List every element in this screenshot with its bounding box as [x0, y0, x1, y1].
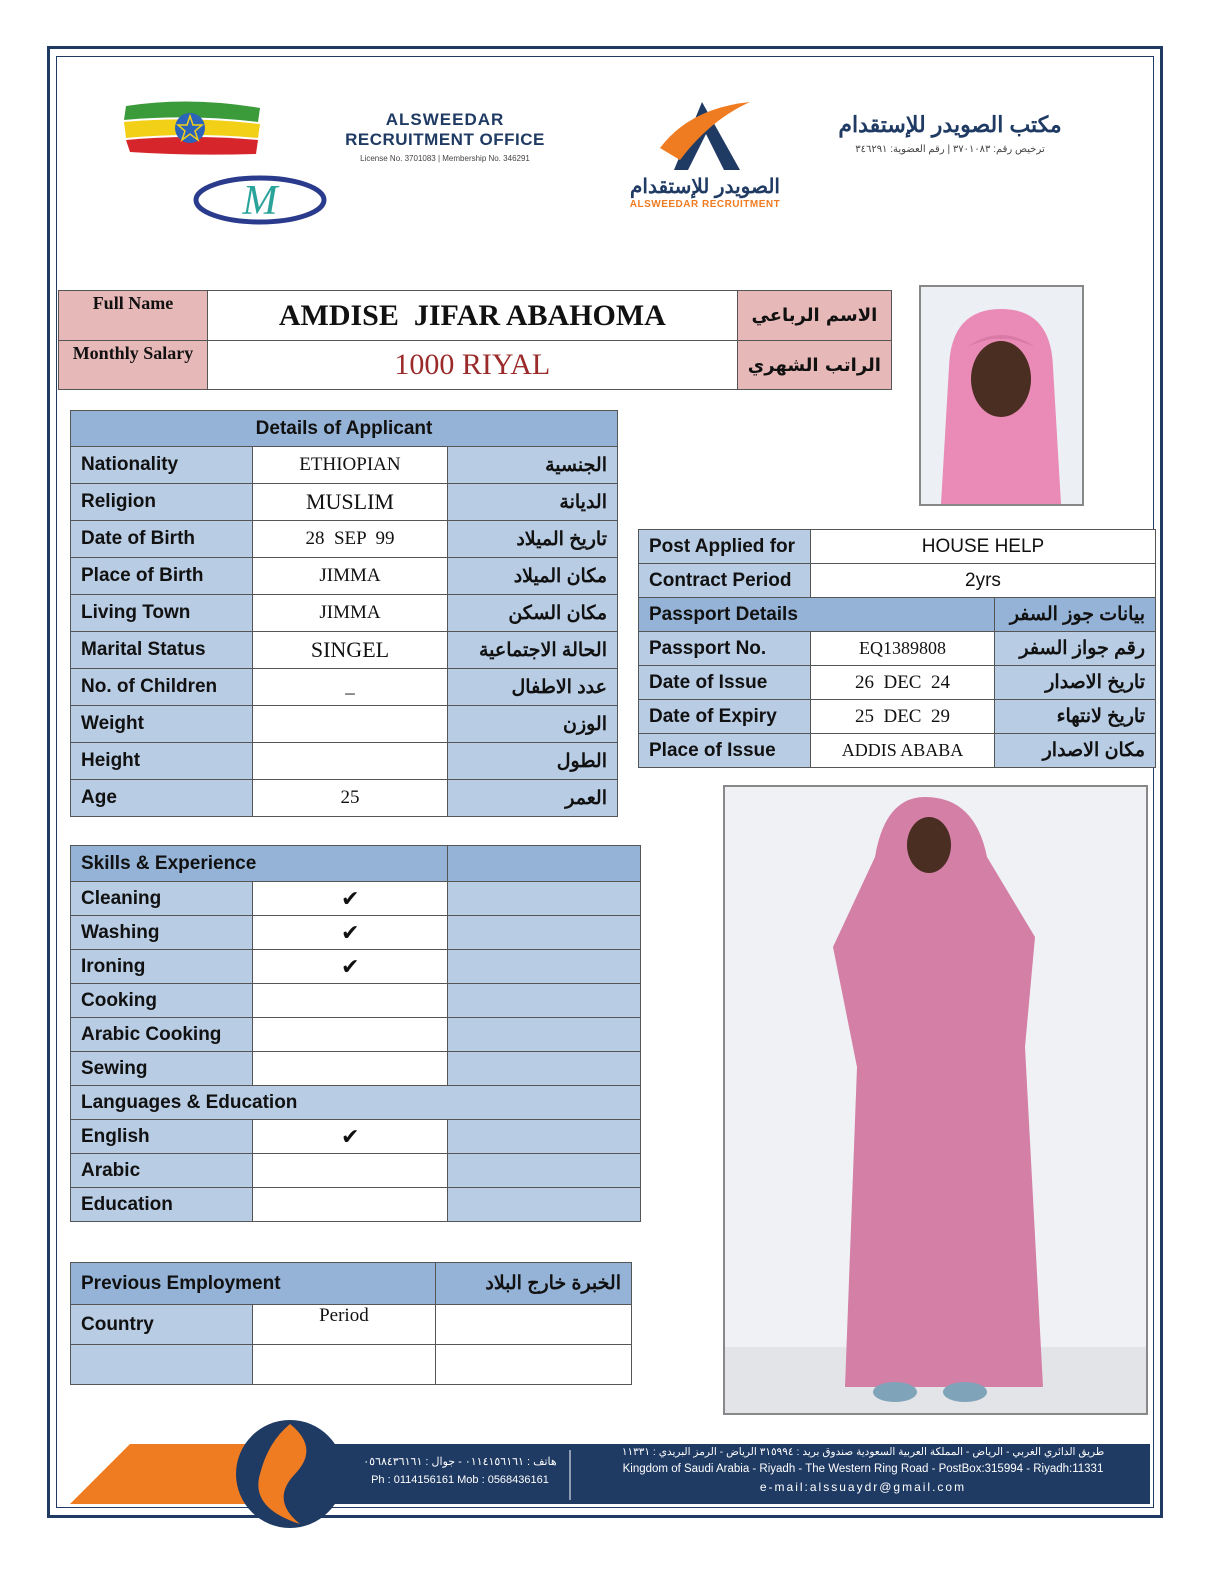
- address-ar: طريق الدائري الغربي - الرياض - المملكة العربية السعودية صندوق بريد : ٣١٥٩٩٤ الرياض - الرمز البريدي : ١١٣٣١: [621, 1446, 1105, 1458]
- salary-ar: الراتب الشهري: [737, 341, 891, 390]
- employment-title: Previous Employment: [71, 1263, 436, 1305]
- row-label: Religion: [71, 484, 253, 521]
- row-value: [252, 706, 447, 743]
- post-value: HOUSE HELP: [810, 530, 1155, 564]
- row-label: Nationality: [71, 447, 253, 484]
- row-label: Marital Status: [71, 632, 253, 669]
- a-logo-icon: [650, 98, 760, 178]
- row-value: ADDIS ABABA: [810, 734, 994, 768]
- language-check: [252, 1154, 448, 1188]
- employment-title-ar: الخبرة خارج البلاد: [436, 1263, 632, 1305]
- row-label: Height: [71, 743, 253, 780]
- row-value: 25 DEC 29: [810, 700, 994, 734]
- employment-empty-cell: [252, 1345, 436, 1385]
- row-label-ar: العمر: [448, 780, 618, 817]
- row-value: JIMMA: [252, 558, 447, 595]
- table-row: [71, 984, 641, 1018]
- row-value: SINGEL: [252, 632, 447, 669]
- row-label: No. of Children: [71, 669, 253, 706]
- employment-empty-cell: [436, 1345, 632, 1385]
- skill-label: Cooking: [71, 984, 253, 1018]
- portrait-image: [921, 287, 1082, 504]
- center-logo-en: ALSWEEDAR RECRUITMENT: [629, 199, 781, 210]
- row-label: Passport No.: [639, 632, 811, 666]
- row-label-ar: مكان الميلاد: [448, 558, 618, 595]
- row-label: Place of Issue: [639, 734, 811, 768]
- passport-title-ar: بيانات جوز السفر: [995, 598, 1156, 632]
- center-logo-ar: الصويدر للإستقدام: [630, 176, 780, 198]
- language-label: Arabic: [71, 1154, 253, 1188]
- language-extra: [448, 1120, 641, 1154]
- table-row: [71, 1018, 641, 1052]
- passport-table: [638, 529, 1156, 768]
- skill-check: [252, 984, 448, 1018]
- row-label-ar: الحالة الاجتماعية: [448, 632, 618, 669]
- salary-value: 1000 RIYAL: [207, 341, 737, 390]
- skill-check: ✔: [252, 882, 448, 916]
- table-row: [71, 558, 618, 595]
- full-body-photo: [723, 785, 1148, 1415]
- table-row: [71, 1305, 632, 1345]
- skills-table: [70, 845, 641, 1222]
- skill-extra: [448, 984, 641, 1018]
- language-check: ✔: [252, 1120, 448, 1154]
- employment-empty-cell: [436, 1305, 632, 1345]
- row-label: Date of Birth: [71, 521, 253, 558]
- row-label-ar: رقم جواز السفر: [995, 632, 1156, 666]
- full-name-label: Full Name: [59, 291, 208, 341]
- row-value: ETHIOPIAN: [252, 447, 447, 484]
- table-row: [71, 484, 618, 521]
- m-logo-icon: [192, 170, 328, 226]
- row-label: Place of Birth: [71, 558, 253, 595]
- table-row: [639, 666, 1156, 700]
- row-label-ar: مكان السكن: [448, 595, 618, 632]
- table-row: [71, 950, 641, 984]
- languages-title: Languages & Education: [71, 1086, 641, 1120]
- full-name-value: AMDISE JIFAR ABAHOMA: [207, 291, 737, 341]
- skill-extra: [448, 950, 641, 984]
- language-check: [252, 1188, 448, 1222]
- table-row: [71, 1188, 641, 1222]
- table-row: [71, 1154, 641, 1188]
- row-label: Weight: [71, 706, 253, 743]
- skill-extra: [448, 1052, 641, 1086]
- employment-empty-cell: [71, 1345, 253, 1385]
- table-row: [71, 447, 618, 484]
- passport-title: Passport Details: [639, 598, 995, 632]
- m-logo-letter: M: [242, 178, 278, 224]
- language-extra: [448, 1154, 641, 1188]
- table-row: [71, 521, 618, 558]
- table-row: [71, 669, 618, 706]
- table-row: [71, 1345, 632, 1385]
- row-value: [252, 743, 447, 780]
- applicant-title: Details of Applicant: [71, 411, 618, 447]
- ethiopian-flag-icon: [120, 98, 265, 160]
- address-en: Kingdom of Saudi Arabia - Riyadh - The Western Ring Road - PostBox:315994 - Riyadh:11331: [622, 1463, 1104, 1475]
- table-row: [71, 632, 618, 669]
- office-name-line1: ALSWEEDAR: [385, 110, 505, 129]
- skill-label: Arabic Cooking: [71, 1018, 253, 1052]
- email-link[interactable]: e-mail:alssuaydr@gmail.com: [759, 1480, 967, 1494]
- table-row: [639, 632, 1156, 666]
- skill-label: Cleaning: [71, 882, 253, 916]
- contract-value: 2yrs: [810, 564, 1155, 598]
- full-body-image: [725, 787, 1146, 1413]
- row-label: Living Town: [71, 595, 253, 632]
- license-ar: ترخيص رقم: ٣٧٠١٠٨٣ | رقم العضوية: ٣٤٦٢٩١: [855, 144, 1045, 155]
- license-text: License No. 3701083 | Membership No. 346291: [360, 154, 530, 163]
- table-row: [71, 706, 618, 743]
- language-label: English: [71, 1120, 253, 1154]
- office-name-line2: RECRUITMENT OFFICE: [345, 130, 545, 149]
- row-label: Date of Issue: [639, 666, 811, 700]
- post-label: Post Applied for: [639, 530, 811, 564]
- skill-check: ✔: [252, 916, 448, 950]
- country-label: Country: [71, 1305, 253, 1345]
- table-row: [71, 916, 641, 950]
- row-value: _: [252, 669, 447, 706]
- contract-label: Contract Period: [639, 564, 811, 598]
- identity-table: [58, 290, 892, 390]
- table-row: [71, 743, 618, 780]
- row-value: 26 DEC 24: [810, 666, 994, 700]
- employment-table: [70, 1262, 632, 1385]
- row-label-ar: الجنسية: [448, 447, 618, 484]
- table-row: [71, 1120, 641, 1154]
- skills-title-extra: [448, 846, 641, 882]
- phone-ar: هاتف : ٠١١٤١٥٦١٦١ - جوال : ٠٥٦٨٤٣٦١٦١: [363, 1456, 557, 1468]
- skill-check: [252, 1052, 448, 1086]
- table-row: [71, 1052, 641, 1086]
- language-label: Education: [71, 1188, 253, 1222]
- row-value: 28 SEP 99: [252, 521, 447, 558]
- skill-check: [252, 1018, 448, 1052]
- row-label-ar: تاريخ لانتهاء: [995, 700, 1156, 734]
- row-label-ar: عدد الاطفال: [448, 669, 618, 706]
- row-label-ar: تاريخ الميلاد: [448, 521, 618, 558]
- skill-label: Washing: [71, 916, 253, 950]
- row-label: Date of Expiry: [639, 700, 811, 734]
- table-row: [71, 780, 618, 817]
- row-label-ar: الديانة: [448, 484, 618, 521]
- language-extra: [448, 1188, 641, 1222]
- office-logo-ar: [820, 112, 1080, 155]
- skill-label: Ironing: [71, 950, 253, 984]
- portrait-photo: [919, 285, 1084, 506]
- footer-phones: [360, 1455, 560, 1486]
- table-row: [71, 882, 641, 916]
- office-name-ar: مكتب الصويدر للإستقدام: [838, 112, 1062, 137]
- row-label-ar: الوزن: [448, 706, 618, 743]
- row-value: 25: [252, 780, 447, 817]
- salary-label: Monthly Salary: [59, 341, 208, 390]
- skill-extra: [448, 1018, 641, 1052]
- table-row: [71, 595, 618, 632]
- table-row: [639, 700, 1156, 734]
- row-label-ar: الطول: [448, 743, 618, 780]
- row-label-ar: تاريخ الاصدار: [995, 666, 1156, 700]
- row-value: EQ1389808: [810, 632, 994, 666]
- skill-check: ✔: [252, 950, 448, 984]
- row-label-ar: مكان الاصدار: [995, 734, 1156, 768]
- center-logo-text: [600, 174, 810, 210]
- footer-address: [578, 1446, 1148, 1494]
- row-label: Age: [71, 780, 253, 817]
- skill-extra: [448, 882, 641, 916]
- office-logo-en: [330, 110, 560, 163]
- skill-label: Sewing: [71, 1052, 253, 1086]
- skills-title: Skills & Experience: [71, 846, 448, 882]
- period-label: Period: [252, 1305, 436, 1345]
- skill-extra: [448, 916, 641, 950]
- phone-en: Ph : 0114156161 Mob : 0568436161: [371, 1474, 549, 1486]
- table-row: [639, 734, 1156, 768]
- row-value: JIMMA: [252, 595, 447, 632]
- full-name-ar: الاسم الرباعي: [737, 291, 891, 341]
- row-value: MUSLIM: [252, 484, 447, 521]
- applicant-table: [70, 410, 618, 817]
